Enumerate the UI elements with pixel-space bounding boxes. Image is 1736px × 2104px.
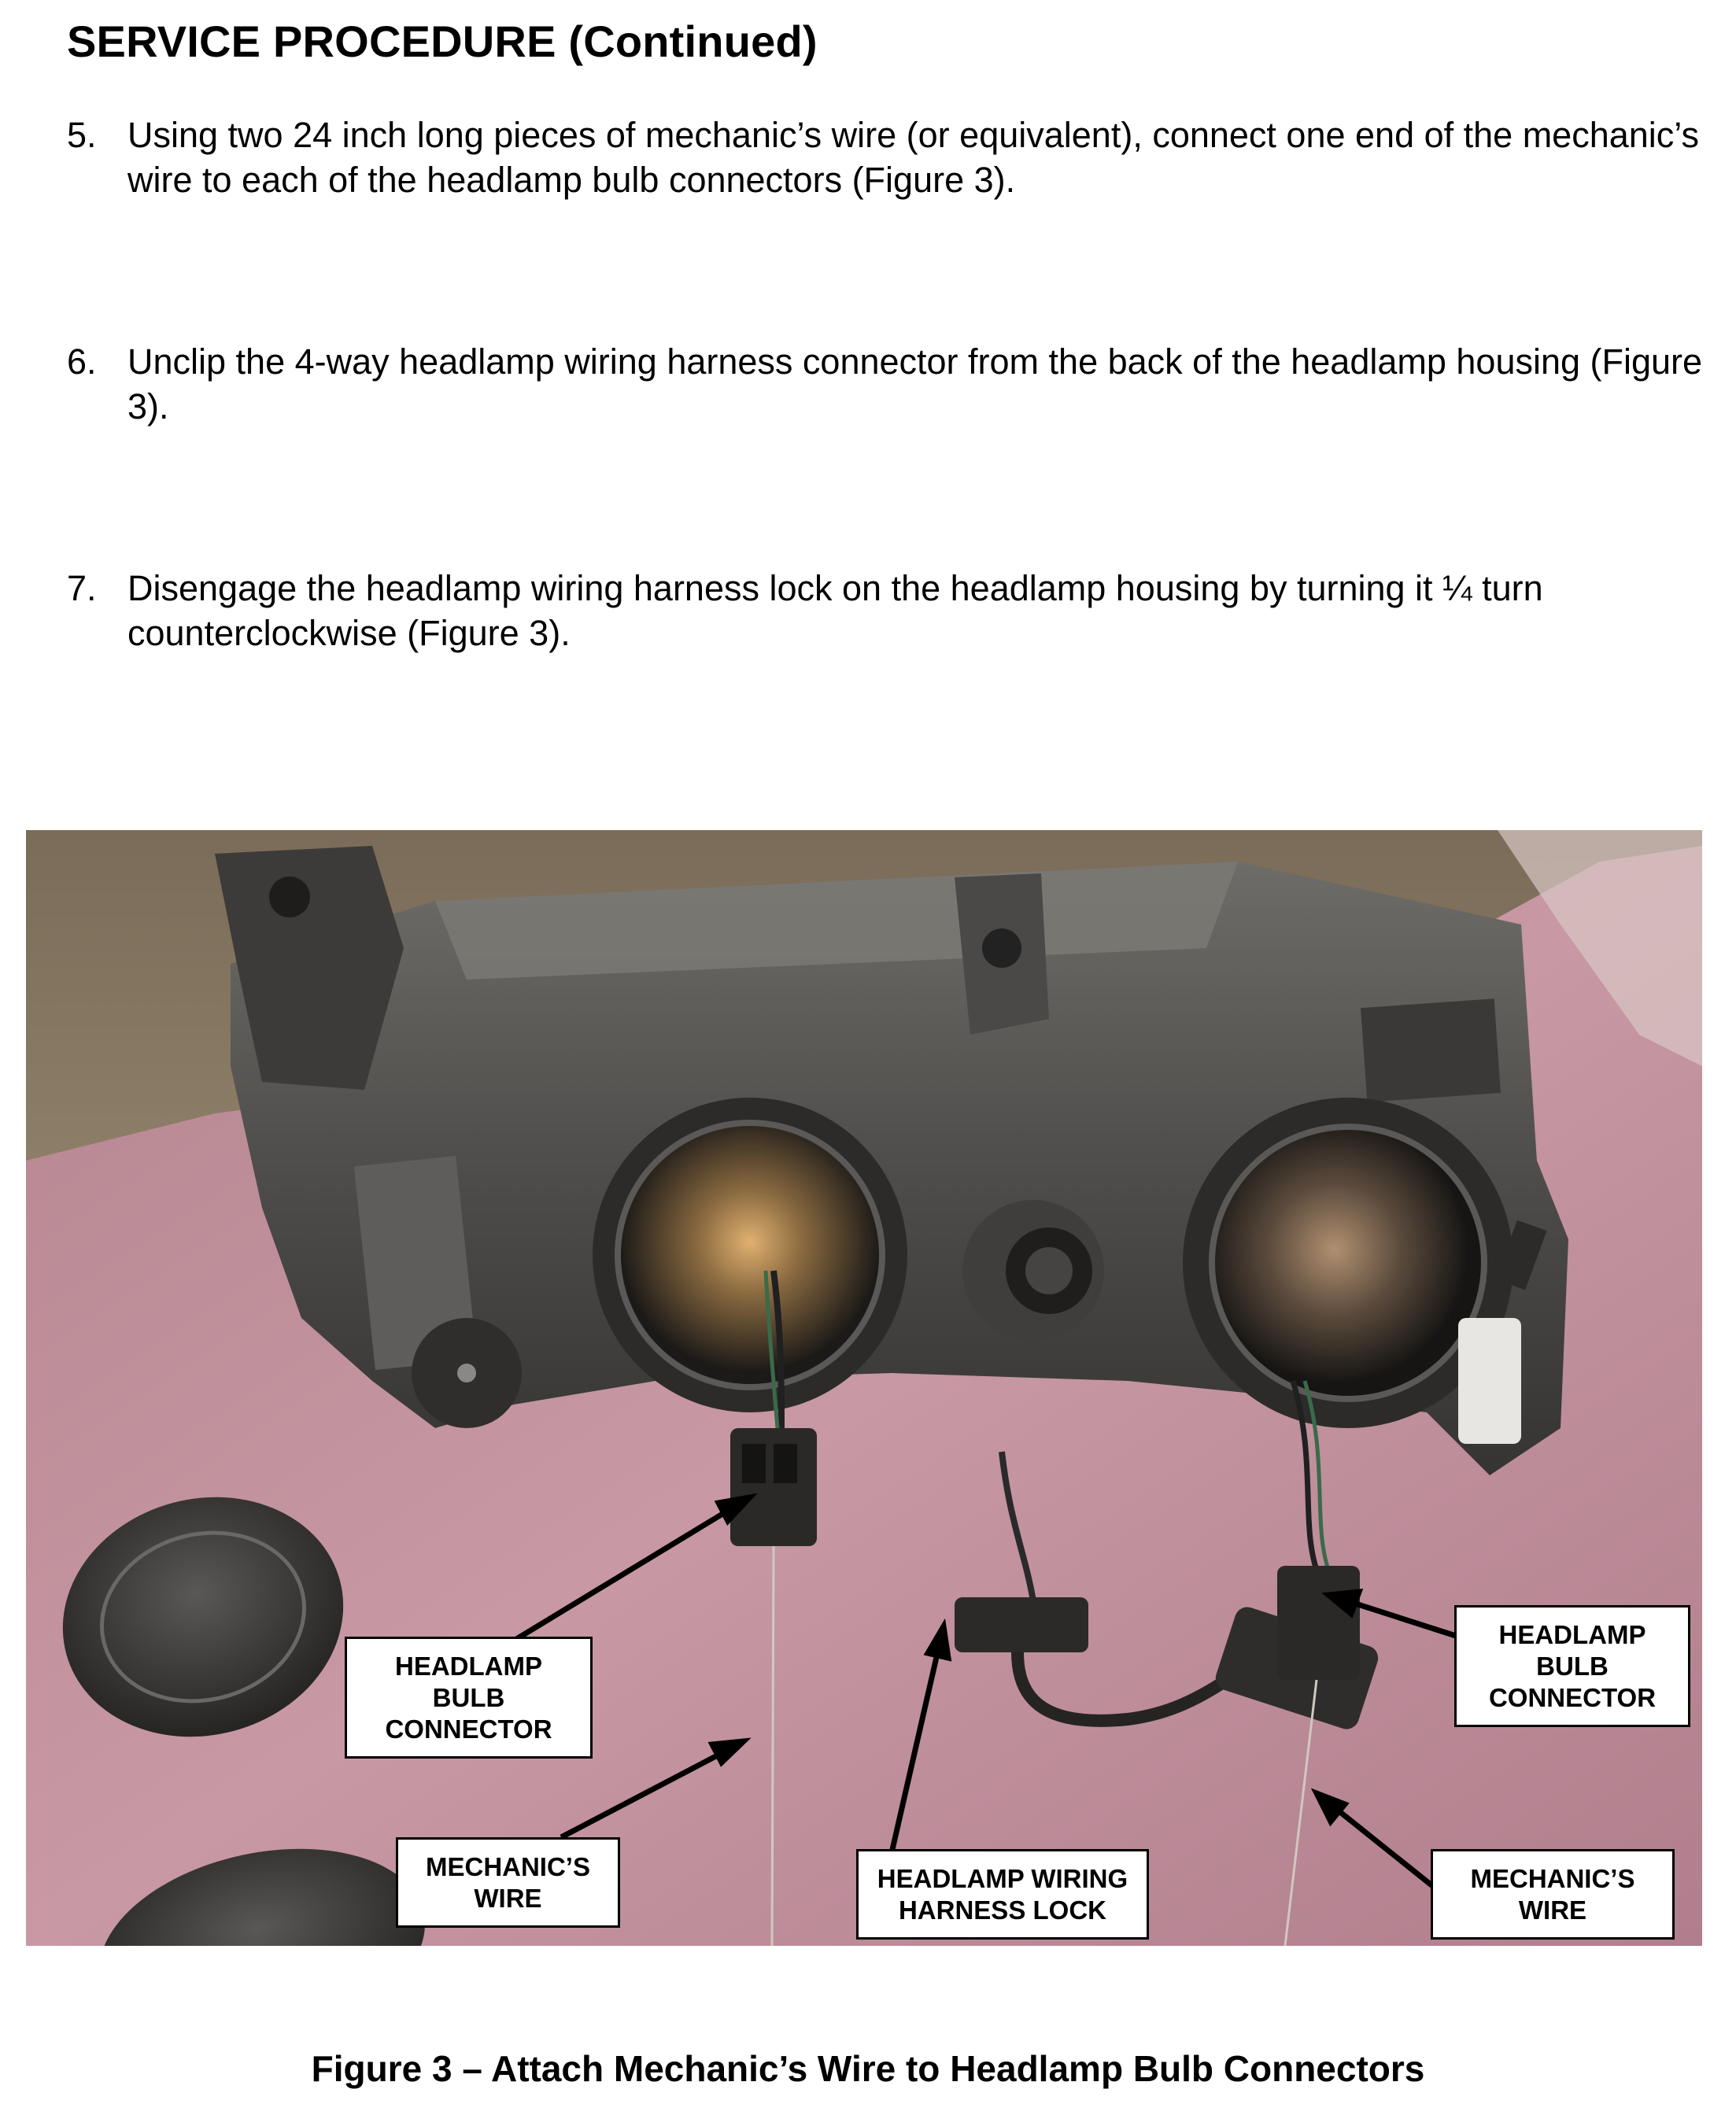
- callout-headlamp-bulb-connector-right: [1454, 1605, 1690, 1727]
- callout-headlamp-wiring-harness-lock: [856, 1849, 1149, 1940]
- figure-caption: Figure 3 – Attach Mechanic’s Wire to Headlamp Bulb Connectors: [311, 2048, 1425, 2089]
- callout-label: HEADLAMP BULB CONNECTOR: [1488, 1619, 1657, 1712]
- figure-photo: [26, 830, 1702, 1946]
- callout-label: MECHANIC’S WIRE: [425, 1851, 590, 1913]
- headlamp-photo-illustration: [26, 830, 1702, 1946]
- callout-label: HEADLAMP BULB CONNECTOR: [385, 1651, 552, 1744]
- callout-mechanics-wire-left: [396, 1837, 620, 1928]
- callout-label: HEADLAMP WIRING HARNESS LOCK: [877, 1863, 1128, 1925]
- step-text: Unclip the 4-way headlamp wiring harness connector from the back of the headlamp housing (Figure 3).: [127, 341, 1703, 426]
- procedure-step-6: [67, 339, 1704, 429]
- step-number: 5.: [67, 115, 97, 155]
- callout-label: MECHANIC’S WIRE: [1470, 1863, 1635, 1925]
- callout-mechanics-wire-right: [1431, 1849, 1675, 1940]
- procedure-step-5: [67, 113, 1704, 202]
- step-number: 6.: [67, 341, 97, 382]
- step-number: 7.: [67, 568, 97, 608]
- callout-headlamp-bulb-connector-left: [345, 1637, 593, 1759]
- step-text: Using two 24 inch long pieces of mechanic’s wire (or equivalent), connect one end of the mechanic’s wire to each of the headlamp bulb connectors (Figure 3).: [127, 115, 1699, 200]
- step-text: Disengage the headlamp wiring harness lock on the headlamp housing by turning it ¼ turn counterclockwise (Figure 3).: [127, 568, 1543, 653]
- procedure-step-7: [67, 566, 1704, 655]
- page-title: SERVICE PROCEDURE (Continued): [67, 17, 818, 66]
